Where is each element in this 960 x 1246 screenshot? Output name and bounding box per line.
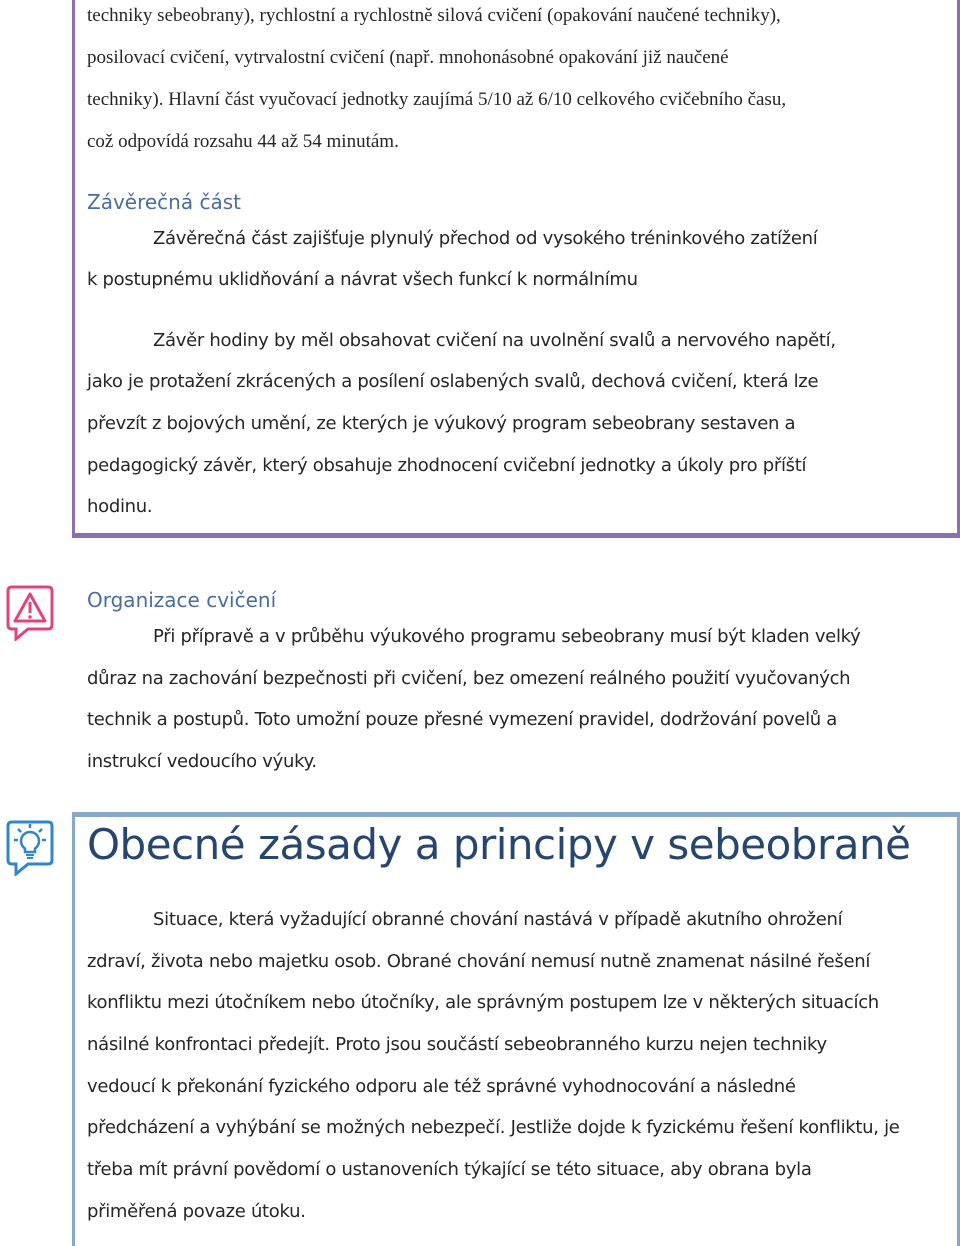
paragraph-line: jako je protažení zkrácených a posílení oslabených svalů, dechová cvičení, která lze	[87, 371, 819, 392]
paragraph-line: převzít z bojových umění, ze kterých je výukový program sebeobrany sestaven a	[87, 413, 796, 434]
paragraph-line: Situace, která vyžadující obranné chování nastává v případě akutního ohrožení	[153, 909, 843, 930]
paragraph-line: násilné konfrontaci předejít. Proto jsou součástí sebeobranného kurzu nejen techniky	[87, 1034, 827, 1055]
paragraph-line: vedoucí k překonání fyzického odporu ale též správné vyhodnocování a následné	[87, 1076, 796, 1097]
paragraph-line: pedagogický závěr, který obsahuje zhodnocení cvičební jednotky a úkoly pro příští	[87, 455, 807, 476]
intro-line: posilovací cvičení, vytrvalostní cvičení (např. mnohonásobné opakování již naučené	[87, 47, 729, 68]
paragraph-line: technik a postupů. Toto umožní pouze přesné vymezení pravidel, dodržování povelů a	[87, 709, 838, 730]
paragraph-line: zdraví, života nebo majetku osob. Obrané chování nemusí nutně znamenat násilné řešení	[87, 951, 871, 972]
paragraph-line: přiměřená povaze útoku.	[87, 1201, 306, 1222]
paragraph-line: konfliktu mezi útočníkem nebo útočníky, ale správným postupem lze v některých situacích	[87, 992, 879, 1013]
intro-line: techniky sebeobrany), rychlostní a rychlostně silová cvičení (opakování naučené techniky),	[87, 5, 781, 26]
paragraph-line: Závěrečná část zajišťuje plynulý přechod od vysokého tréninkového zatížení	[153, 228, 818, 249]
paragraph-line: předcházení a vyhýbání se možných nebezpečí. Jestliže dojde k fyzickému řešení konfliktu, je	[87, 1117, 900, 1138]
intro-line: což odpovídá rozsahu 44 až 54 minutám.	[87, 131, 399, 152]
paragraph-line: Závěr hodiny by měl obsahovat cvičení na uvolnění svalů a nervového napětí,	[153, 330, 836, 351]
organization-heading: Organizace cvičení	[87, 588, 277, 612]
paragraph-line: hodinu.	[87, 496, 153, 517]
paragraph-line: třeba mít právní povědomí o ustanoveních týkající se této situace, aby obrana byla	[87, 1159, 812, 1180]
paragraph-line: instrukcí vedoucího výuky.	[87, 751, 317, 772]
lightbulb-icon	[6, 818, 54, 876]
paragraph-line: důraz na zachování bezpečnosti při cvičení, bez omezení reálného použití vyučovaných	[87, 668, 851, 689]
intro-line: techniky). Hlavní část vyučovací jednotky zaujímá 5/10 až 6/10 celkového cvičebního času,	[87, 89, 787, 110]
paragraph-line: k postupnému uklidňování a návrat všech funkcí k normálnímu	[87, 269, 638, 290]
principles-title: Obecné zásady a principy v sebeobraně	[87, 820, 911, 869]
final-part-heading: Závěrečná část	[87, 190, 241, 214]
principles-box	[72, 812, 960, 1246]
paragraph-line: Při přípravě a v průběhu výukového programu sebeobrany musí být kladen velký	[153, 626, 861, 647]
warning-icon	[6, 583, 56, 641]
